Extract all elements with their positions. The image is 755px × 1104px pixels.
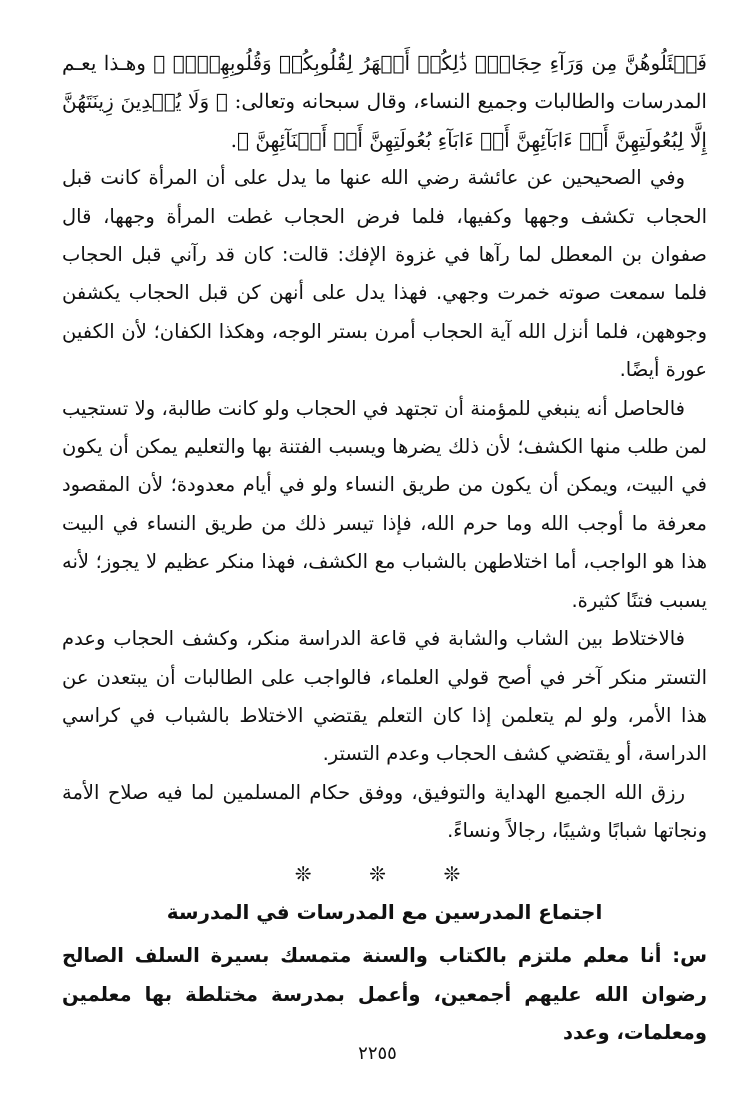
prayer-paragraph: رزق الله الجميع الهداية والتوفيق، ووفق حكام المسلمين لما فيه صلاح الأمة ونجاتها شبابًا وشيبًا، رجالاً ونساءً. (62, 780, 707, 843)
mixing-paragraph: فالاختلاط بين الشاب والشابة في قاعة الدراسة منكر، وكشف الحجاب وعدم التستر منكر آخر في أصح قولي العلماء، فالواجب على الطالبات أن يبتعدن عن هذا الأمر، ولو لم يتعلمن إذا كان التعلم يقتضي الاختلاط بالشباب في كراسي الدراسة، أو يقتضي كشف الحجاب وعدم التستر. (62, 627, 707, 766)
star-ornament-icon: ❊ (294, 862, 312, 886)
quran-verse-paragraph: فَسۡئَلُوهُنَّ مِن وَرَآءِ حِجَابٍۚ ذَٰلِكُمۡ أَطۡهَرُ لِقُلُوبِكُمۡ وَقُلُوبِهِنَّۚ ﴾ وهـذا يعـم المدرسات والطالبات وجميع النساء، وقال سبحانه وتعالى: ﴿ وَلَا يُبۡدِينَ زِينَتَهُنَّ إِلَّا لِبُعُولَتِهِنَّ أَوۡ ءَابَآئِهِنَّ أَوۡ ءَابَآءِ بُعُولَتِهِنَّ أَوۡ أَبۡنَآئِهِنَّ ﴾. (62, 51, 707, 152)
conclusion-paragraph: فالحاصل أنه ينبغي للمؤمنة أن تجتهد في الحجاب ولو كانت طالبة، ولا تستجيب لمن طلب منها الكشف؛ لأن ذلك يضرها ويسبب الفتنة بها والتعليم يمكن أن يكون في البيت، ويمكن أن يكون من طريق النساء ولو في أيام معدودة؛ لأن المقصود معرفة ما أوجب الله وما حرم الله، فإذا تيسر ذلك من طريق النساء في البيت هذا هو الواجب، أما اختلاطهن بالشباب مع الكشف، فهذا منكر عظيم لا يجوز؛ لأنه يسبب فتنًا كثيرة. (62, 396, 707, 612)
page-number: ٢٢٥٥ (358, 1043, 397, 1064)
star-ornament-icon: ❊ (369, 862, 386, 886)
section-title: اجتماع المدرسين مع المدرسات في المدرسة (166, 900, 603, 924)
star-ornament-icon: ❊ (443, 862, 461, 886)
hadith-paragraph: وفي الصحيحين عن عائشة رضي الله عنها ما يدل على أن المرأة كانت قبل الحجاب تكشف وجهها وكفيها، فلما فرض الحجاب غطت المرأة وجهها، قال صفوان بن المعطل لما رآها في غزوة الإفك: قالت: كان قد رآني قبل الحجاب فلما سمعت صوته خمرت وجهي. فهذا يدل على أنهن كن قبل الحجاب يكشفن وجوههن، فلما أنزل الله آية الحجاب أمرن بستر الوجه، وهكذا الكفان؛ لأن الكفين عورة أيضًا. (62, 166, 707, 382)
section-separator (0, 862, 755, 892)
question-paragraph: س: أنا معلم ملتزم بالكتاب والسنة متمسك بسيرة السلف الصالح رضوان الله عليهم أجمعين، وأعمل بمدرسة مختلطة بها معلمين ومعلمات، وعدد (62, 944, 707, 1044)
page-body (62, 44, 707, 851)
